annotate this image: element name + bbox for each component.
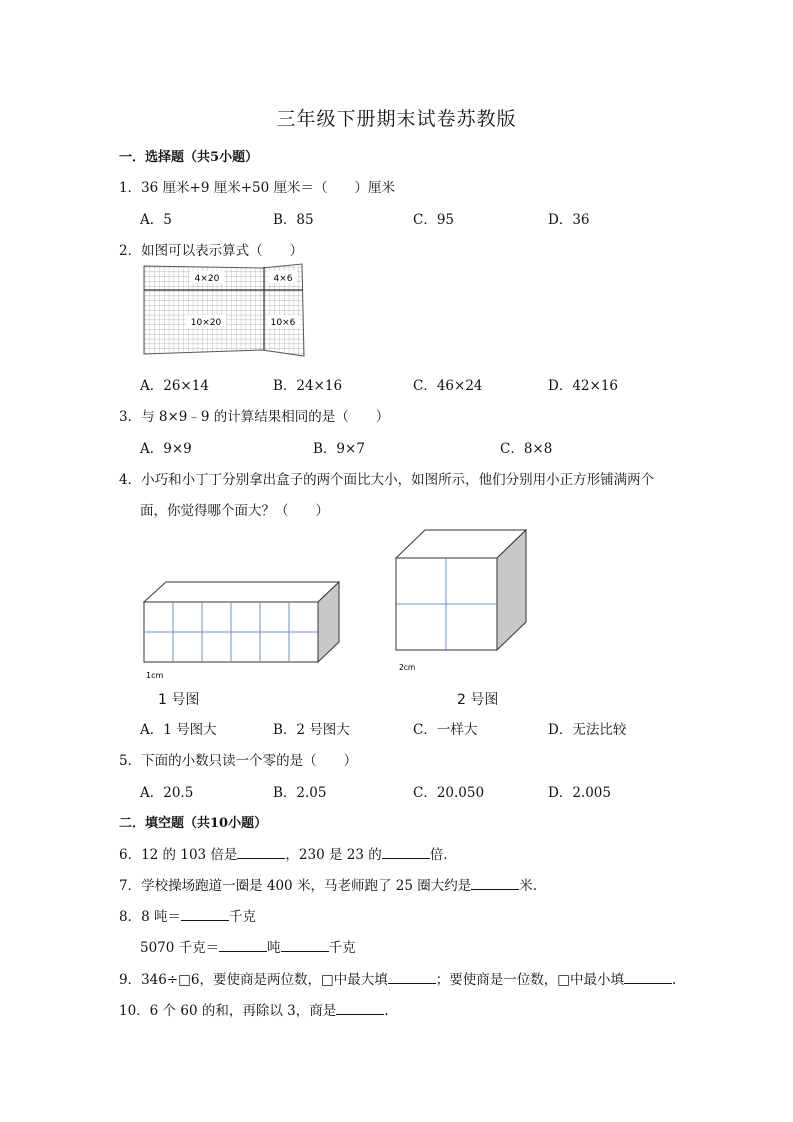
question-6: 6．12 的 103 倍是 ，230 是 23 的 倍. xyxy=(119,843,448,863)
q1-option-b: B．85 xyxy=(273,212,314,228)
box-figure-1 xyxy=(140,578,342,682)
section-heading-fill: 二．填空题（共10小题） xyxy=(119,816,268,831)
answer-blank[interactable] xyxy=(219,937,267,952)
section-heading-choice: 一．选择题（共5小题） xyxy=(119,150,259,165)
q3-option-b: B．9×7 xyxy=(313,441,365,457)
answer-blank[interactable] xyxy=(336,1000,384,1015)
q2-option-c: C．46×24 xyxy=(413,378,483,394)
q5-option-a: A．20.5 xyxy=(140,785,194,801)
question-3: 3．与 8×9﹣9 的计算结果相同的是（ ） xyxy=(119,409,390,425)
answer-blank[interactable] xyxy=(181,906,229,921)
q4-option-d: D．无法比较 xyxy=(548,722,627,738)
page-title: 三年级下册期末试卷苏教版 xyxy=(276,108,517,130)
q5-option-d: D．2.005 xyxy=(548,785,611,801)
question-10: 10．6 个 60 的和，再除以 3，商是 . xyxy=(119,999,389,1019)
question-1: 1．36 厘米+9 厘米+50 厘米＝（ ）厘米 xyxy=(119,180,396,196)
q4-option-c: C．一样大 xyxy=(413,722,478,738)
q2-option-d: D．42×16 xyxy=(548,378,618,394)
question-2: 2．如图可以表示算式（ ） xyxy=(119,243,304,259)
box1-unit-label: 1cm xyxy=(146,671,164,680)
q4-option-a: A．1 号图大 xyxy=(140,722,217,738)
grid-label-top-right: 4×6 xyxy=(273,274,293,284)
answer-blank[interactable] xyxy=(471,875,519,890)
q2-option-a: A．26×14 xyxy=(140,378,209,394)
q3-option-a: A．9×9 xyxy=(140,441,192,457)
question-5: 5．下面的小数只读一个零的是（ ） xyxy=(119,753,358,769)
box2-unit-label: 2cm xyxy=(399,663,416,672)
q3-option-c: C．8×8 xyxy=(500,441,553,457)
answer-blank[interactable] xyxy=(388,969,436,984)
box1-top-face xyxy=(144,582,339,602)
q2-option-b: B．24×16 xyxy=(273,378,343,394)
grid-figure xyxy=(140,262,306,360)
q5-option-c: C．20.050 xyxy=(413,785,485,801)
q1-option-d: D．36 xyxy=(548,212,590,228)
figure-1-caption: 1 号图 xyxy=(158,692,200,708)
grid-label-bottom-left: 10×20 xyxy=(190,318,222,328)
question-4-line-1: 4．小巧和小丁丁分别拿出盒子的两个面比大小，如图所示，他们分别用小正方形铺满两个 xyxy=(119,472,655,488)
answer-blank[interactable] xyxy=(382,844,430,859)
question-7: 7．学校操场跑道一圈是 400 米，马老师跑了 25 圈大约是 米. xyxy=(119,874,537,894)
question-8-line-1: 8．8 吨＝ 千克 xyxy=(119,905,256,925)
q1-option-a: A．5 xyxy=(140,212,172,228)
question-4-line-2: 面，你觉得哪个面大？（ ） xyxy=(140,503,329,519)
grid-label-bottom-right: 10×6 xyxy=(270,318,296,328)
figure-2-caption: 2 号图 xyxy=(457,692,499,708)
answer-blank[interactable] xyxy=(281,937,329,952)
q5-option-b: B．2.05 xyxy=(273,785,327,801)
answer-blank[interactable] xyxy=(237,844,285,859)
question-9: 9．346÷□6，要使商是两位数，□中最大填 ；要使商是一位数，□中最小填 . xyxy=(119,968,676,988)
answer-blank[interactable] xyxy=(624,969,672,984)
q1-option-c: C．95 xyxy=(413,212,455,228)
q4-option-b: B．2 号图大 xyxy=(273,722,350,738)
box-figure-2 xyxy=(392,526,532,674)
grid-label-top-left: 4×20 xyxy=(194,274,220,284)
question-8-line-2: 5070 千克＝ 吨 千克 xyxy=(140,936,356,956)
